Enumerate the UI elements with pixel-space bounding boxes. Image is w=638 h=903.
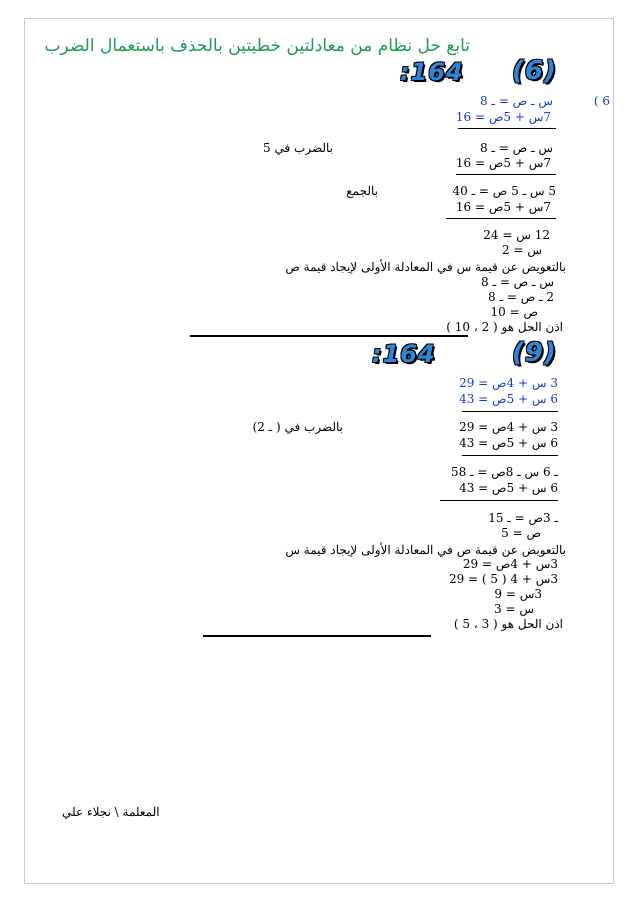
equation-line: 12 س = 24: [483, 228, 550, 242]
page-number-badge: :164: [400, 58, 464, 86]
problem-number-label: 6 ): [593, 94, 610, 108]
equation-line: 6 س + 5ص = 43: [459, 481, 558, 495]
page-title: تابع حل نظام من معادلتين خطيتين بالحذف باستعمال الضرب: [44, 36, 470, 56]
operation-note: بالجمع: [346, 184, 378, 198]
problem-number-badge: (6): [512, 56, 557, 86]
equation-line: 3س = 9: [494, 587, 542, 601]
page-number-badge: :164: [372, 340, 436, 368]
divider-line: [462, 455, 558, 456]
equation-line: 3 س + 4ص = 29: [459, 376, 558, 390]
operation-note: بالضرب في 5: [263, 141, 333, 155]
equation-line: 6 س + 5ص = 43: [459, 436, 558, 450]
divider-line: [462, 411, 558, 412]
solution-line: اذن الحل هو ( 2 ، 10 ): [446, 320, 563, 334]
equation-line: س = 2: [502, 243, 542, 257]
equation-line: 3 س + 4ص = 29: [459, 420, 558, 434]
equation-line: 3س + 4 ( 5 ) = 29: [448, 572, 558, 586]
equation-line: 5 س ـ 5 ص = ـ 40: [452, 184, 556, 198]
equation-line: 7س + 5ص = 16: [455, 156, 551, 170]
equation-line: س ـ ص = ـ 8: [480, 94, 553, 108]
equation-line: ص = 5: [501, 526, 541, 540]
equation-line: ـ 6 س ـ 8ص = ـ 58: [450, 465, 558, 479]
equation-line: 2 ـ ص = ـ 8: [488, 290, 554, 304]
solution-line: اذن الحل هو ( 3 ، 5 ): [453, 617, 563, 631]
equation-line: ـ 3ص = ـ 15: [488, 511, 558, 525]
divider-line: [446, 218, 556, 219]
equation-line: ص = 10: [490, 305, 538, 319]
divider-line: [458, 128, 556, 129]
problem-number-badge: (9): [512, 338, 557, 368]
substitution-note: بالتعويض عن قيمة ص في المعادلة الأولى لإيجاد قيمة س: [285, 543, 566, 557]
substitution-note: بالتعويض عن قيمة س في المعادلة الأولى لإيجاد قيمة ص: [285, 260, 566, 274]
equation-line: 7س + 5ص = 16: [455, 110, 551, 124]
section-separator: [190, 335, 468, 337]
divider-line: [456, 174, 556, 175]
equation-line: س ـ ص = ـ 8: [480, 141, 553, 155]
operation-note: بالضرب في ( ـ 2): [252, 420, 343, 434]
equation-line: 3س + 4ص = 29: [462, 557, 558, 571]
section-separator: [203, 635, 431, 637]
equation-line: 7س + 5ص = 16: [455, 200, 551, 214]
divider-line: [440, 500, 558, 501]
equation-line: س = 3: [494, 602, 534, 616]
equation-line: س ـ ص = ـ 8: [481, 275, 554, 289]
equation-line: 6 س + 5ص = 43: [459, 392, 558, 406]
teacher-signature: المعلمة \ نجلاء علي: [62, 805, 160, 819]
